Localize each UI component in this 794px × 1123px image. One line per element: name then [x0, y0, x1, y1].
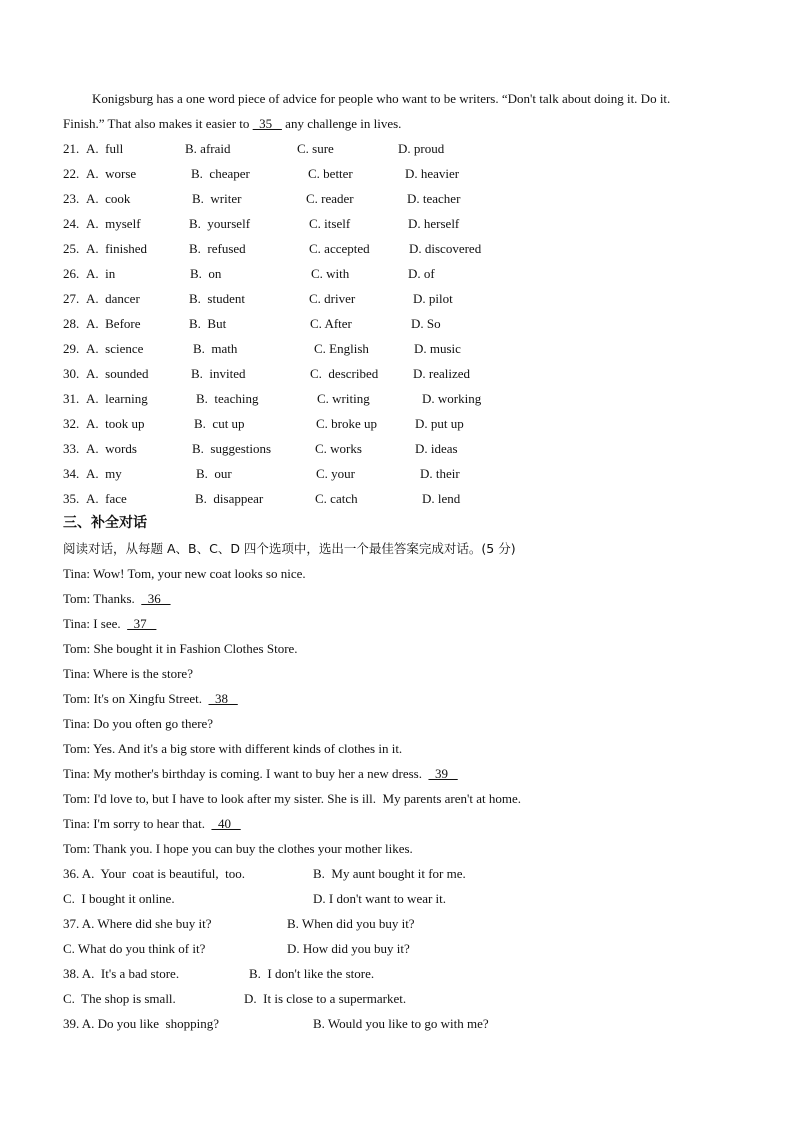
question-row: [0, 316, 794, 332]
option-d: D. teacher: [407, 191, 461, 206]
dialogue-text: Tom: It's on Xingfu Street.: [63, 691, 209, 706]
option-a: A. myself: [86, 216, 141, 231]
passage-line-1: Konigsburg has a one word piece of advice for people who want to be writers. “Don't talk about doing it. Do it.: [92, 91, 671, 106]
option-c: C. driver: [309, 291, 356, 306]
option-d: D. put up: [415, 416, 464, 431]
question-number: 21.: [63, 141, 80, 156]
option-a: A. finished: [86, 241, 148, 256]
section-instruction: 阅读对话，从每题 A、B、C、D 四个选项中，选出一个最佳答案完成对话。(5 分): [63, 541, 516, 556]
answer-blank-39: 39: [428, 766, 458, 781]
passage-text: any challenge in lives.: [285, 116, 402, 131]
dialogue-line: [63, 691, 238, 707]
option-b: B. on: [190, 266, 222, 281]
option-b: B. invited: [191, 366, 246, 381]
option-c: C. sure: [297, 141, 334, 156]
option-d: D. proud: [398, 141, 445, 156]
option-b: B. yourself: [189, 216, 251, 231]
question-number: 25.: [63, 241, 80, 256]
option-c: C. reader: [306, 191, 354, 206]
option-c: C. catch: [315, 491, 358, 506]
question-number: 22.: [63, 166, 80, 181]
question-number: 33.: [63, 441, 80, 456]
dialogue-text: Tina: Wow! Tom, your new coat looks so nice.: [63, 566, 306, 581]
dialogue-option-right: B. My aunt bought it for me.: [313, 866, 466, 881]
question-row: [0, 191, 794, 207]
option-b: B. disappear: [195, 491, 264, 506]
option-a: A. took up: [86, 416, 145, 431]
question-number: 35.: [63, 491, 80, 506]
dialogue-text: Tom: Thanks.: [63, 591, 142, 606]
option-a: A. words: [86, 441, 137, 456]
answer-blank-40: 40: [211, 816, 241, 831]
option-d: D. herself: [408, 216, 460, 231]
option-d: D. their: [420, 466, 460, 481]
option-d: D. of: [408, 266, 435, 281]
question-row: [0, 416, 794, 432]
option-c: C. After: [310, 316, 352, 331]
option-a: A. dancer: [86, 291, 140, 306]
question-number: 34.: [63, 466, 80, 481]
dialogue-line: [63, 616, 156, 632]
dialogue-text: Tina: I'm sorry to hear that.: [63, 816, 212, 831]
option-a: A. full: [86, 141, 124, 156]
option-b: B. student: [189, 291, 245, 306]
option-c: C. better: [308, 166, 353, 181]
dialogue-text: Tina: Where is the store?: [63, 666, 193, 681]
dialogue-option-left: C. The shop is small.: [63, 991, 176, 1006]
option-d: D. So: [411, 316, 441, 331]
option-b: B. suggestions: [192, 441, 272, 456]
dialogue-option-left: 37. A. Where did she buy it?: [63, 916, 212, 931]
answer-blank-35: 35: [252, 116, 282, 131]
dialogue-option-right: D. I don't want to wear it.: [313, 891, 447, 906]
option-c: C. itself: [309, 216, 351, 231]
dialogue-line: [63, 566, 306, 582]
option-d: D. heavier: [405, 166, 460, 181]
dialogue-option-right: B. I don't like the store.: [249, 966, 375, 981]
dialogue-option-left: C. I bought it online.: [63, 891, 175, 906]
dialogue-text: Tom: Yes. And it's a big store with different kinds of clothes in it.: [63, 741, 403, 756]
option-a: A. learning: [86, 391, 148, 406]
question-row: [0, 266, 794, 282]
dialogue-option-right: D. It is close to a supermarket.: [244, 991, 407, 1006]
dialogue-text: Tom: She bought it in Fashion Clothes Store.: [63, 641, 298, 656]
answer-blank-38: 38: [208, 691, 238, 706]
dialogue-option-right: B. When did you buy it?: [287, 916, 415, 931]
dialogue-line: [63, 716, 213, 732]
option-d: D. music: [414, 341, 461, 356]
option-c: C. your: [316, 466, 355, 481]
question-row: [0, 166, 794, 182]
question-number: 32.: [63, 416, 80, 431]
dialogue-line: [63, 841, 413, 857]
option-c: C. writing: [317, 391, 370, 406]
option-d: D. pilot: [413, 291, 453, 306]
question-row: [0, 391, 794, 407]
option-b: B. math: [193, 341, 238, 356]
dialogue-line: [63, 641, 298, 657]
dialogue-option-left: 39. A. Do you like shopping?: [63, 1016, 219, 1031]
answer-blank-37: 37: [127, 616, 157, 631]
question-row: [0, 216, 794, 232]
option-d: D. discovered: [409, 241, 482, 256]
question-row: [0, 141, 794, 157]
dialogue-text: Tina: My mother's birthday is coming. I want to buy her a new dress.: [63, 766, 429, 781]
option-b: B. cut up: [194, 416, 245, 431]
dialogue-text: Tina: I see.: [63, 616, 128, 631]
option-a: A. worse: [86, 166, 137, 181]
dialogue-line: [63, 666, 193, 682]
question-number: 23.: [63, 191, 80, 206]
question-number: 28.: [63, 316, 80, 331]
dialogue-line: [63, 591, 171, 607]
dialogue-option-left: C. What do you think of it?: [63, 941, 206, 956]
option-d: D. working: [422, 391, 482, 406]
dialogue-text: Tina: Do you often go there?: [63, 716, 214, 731]
option-d: D. ideas: [415, 441, 458, 456]
question-row: [0, 366, 794, 382]
option-a: A. Before: [86, 316, 141, 331]
question-row: [0, 466, 794, 482]
option-b: B. teaching: [196, 391, 259, 406]
option-c: C. accepted: [309, 241, 370, 256]
dialogue-line: [63, 816, 241, 832]
option-d: D. lend: [422, 491, 461, 506]
option-a: A. face: [86, 491, 127, 506]
option-a: A. my: [86, 466, 122, 481]
option-b: B. cheaper: [191, 166, 250, 181]
passage-text: Finish.” That also makes it easier to: [63, 116, 253, 131]
option-d: D. realized: [413, 366, 471, 381]
option-c: C. English: [314, 341, 369, 356]
dialogue-text: Tom: Thank you. I hope you can buy the clothes your mother likes.: [63, 841, 413, 856]
option-a: A. science: [86, 341, 144, 356]
dialogue-option-left: 36. A. Your coat is beautiful, too.: [63, 866, 245, 881]
dialogue-text: Tom: I'd love to, but I have to look after my sister. She is ill. My parents aren't at home.: [63, 791, 521, 806]
answer-blank-36: 36: [141, 591, 171, 606]
option-b: B. afraid: [185, 141, 231, 156]
question-row: [0, 291, 794, 307]
question-row: [0, 341, 794, 357]
dialogue-line: [63, 741, 402, 757]
question-number: 24.: [63, 216, 80, 231]
option-b: B. writer: [192, 191, 242, 206]
question-number: 31.: [63, 391, 80, 406]
question-row: [0, 241, 794, 257]
question-number: 30.: [63, 366, 80, 381]
question-row: [0, 441, 794, 457]
section-heading: 三、补全对话: [63, 515, 147, 531]
option-c: C. broke up: [316, 416, 378, 431]
question-number: 27.: [63, 291, 80, 306]
dialogue-option-right: B. Would you like to go with me?: [313, 1016, 489, 1031]
question-row: [0, 491, 794, 507]
dialogue-option-left: 38. A. It's a bad store.: [63, 966, 180, 981]
option-b: B. our: [196, 466, 232, 481]
option-a: A. sounded: [86, 366, 149, 381]
option-b: B. refused: [189, 241, 246, 256]
option-c: C. described: [310, 366, 379, 381]
option-a: A. cook: [86, 191, 131, 206]
passage-line-2: [63, 116, 401, 132]
option-b: B. But: [189, 316, 227, 331]
question-number: 29.: [63, 341, 80, 356]
option-c: C. with: [311, 266, 350, 281]
option-a: A. in: [86, 266, 116, 281]
dialogue-line: [63, 791, 521, 807]
dialogue-line: [63, 766, 458, 782]
option-c: C. works: [315, 441, 362, 456]
dialogue-option-right: D. How did you buy it?: [287, 941, 410, 956]
question-number: 26.: [63, 266, 80, 281]
